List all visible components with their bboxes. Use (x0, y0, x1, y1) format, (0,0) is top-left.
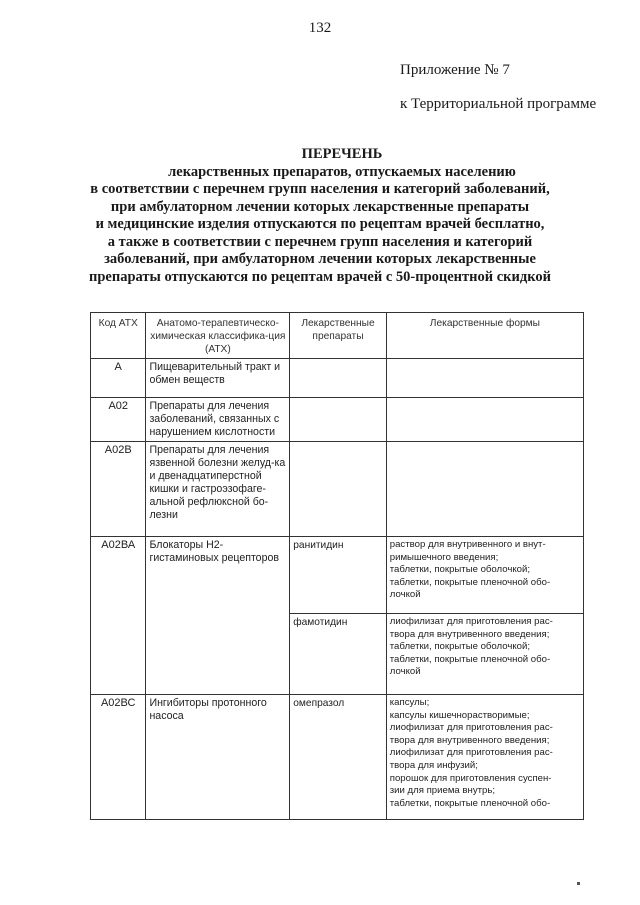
dosage-form-line: лиофилизат для приготовления рас- (389, 747, 553, 759)
dosage-form-line: таблетки, покрытые пленочной обо- (389, 797, 551, 809)
atc-code: А02ВА (91, 537, 146, 695)
dosage-form-line: порошок для приготовления суспен- (389, 772, 552, 784)
dosage-form-line: раствор для внутривенного и внут- (389, 539, 546, 550)
drug-name (290, 359, 387, 398)
atc-classification: Препараты для лечения заболеваний, связанных с нарушением кислотности (146, 398, 290, 442)
table-row (91, 442, 584, 537)
table-header-row (91, 313, 584, 359)
dosage-forms (386, 614, 583, 695)
dosage-form-line: таблетки, покрытые пленочной обо- (389, 653, 551, 665)
drug-list-table (90, 312, 584, 820)
drug-name (290, 398, 387, 442)
subtitle-line: при амбулаторном лечении которых лекарственные препараты (110, 198, 530, 215)
atc-code: А02ВС (91, 695, 146, 820)
atc-classification: Ингибиторы протонного насоса (146, 695, 290, 820)
dosage-forms (386, 398, 583, 442)
header-classification: Анатомо-терапевтическо-химическая классифика-ция (АТХ) (146, 313, 290, 359)
dosage-forms (386, 537, 583, 614)
drug-name: ранитидин (290, 537, 387, 614)
drug-name (290, 442, 387, 537)
dosage-forms (386, 695, 583, 820)
header-drugs: Лекарственные препараты (290, 313, 387, 359)
document-title: ПЕРЕЧЕНЬ (301, 146, 383, 162)
page-number: 132 (308, 20, 332, 36)
dosage-form-line: таблетки, покрытые оболочкой; (389, 564, 531, 576)
subtitle-line: препараты отпускаются по рецептам врачей с 50-процентной скидкой (89, 268, 551, 285)
dosage-form-line: лиофилизат для приготовления рас- (389, 616, 553, 627)
appendix-label: Приложение № 7 (400, 62, 510, 78)
dosage-form-line: лиофилизат для приготовления рас- (389, 722, 553, 734)
subtitle-line: лекарственных препаратов, отпускаемых населению (168, 163, 516, 180)
dosage-form-line: таблетки, покрытые пленочной обо- (389, 576, 551, 588)
subtitle-line: и медицинские изделия отпускаются по рецептам врачей бесплатно, (95, 216, 545, 232)
header-code: Код АТХ (91, 313, 146, 359)
dosage-form-line: твора для инфузий; (389, 759, 478, 771)
table-row (91, 695, 584, 820)
dosage-form-line: твора для внутривенного введения; (389, 734, 550, 746)
dosage-form-line: капсулы; (389, 697, 430, 708)
dosage-form-line: капсулы кишечнорастворимые; (389, 709, 530, 721)
atc-code: А (91, 359, 146, 398)
subtitle-line: в соответствии с перечнем групп населения и категорий заболеваний, (90, 181, 550, 197)
subtitle-line: заболеваний, при амбулаторном лечении которых лекарственные (104, 251, 536, 267)
atc-classification: Пищеварительный тракт и обмен веществ (146, 359, 290, 398)
table-row (91, 359, 584, 398)
dosage-form-line: таблетки, покрытые оболочкой; (389, 641, 531, 653)
drug-name: фамотидин (290, 614, 387, 695)
document-heading (0, 146, 640, 286)
atc-classification: Блокаторы Н2-гистаминовых рецепторов (146, 537, 290, 695)
atc-classification: Препараты для лечения язвенной болезни желуд-ка и двенадцатиперстной кишки и гастроэзофаге-альной рефлюксной бо-лезни (146, 442, 290, 537)
dosage-form-line: римышечного введения; (389, 551, 499, 563)
atc-code: А02В (91, 442, 146, 537)
drug-name: омепразол (290, 695, 387, 820)
atc-code: А02 (91, 398, 146, 442)
dosage-form-line: лочкой (389, 589, 421, 601)
dosage-forms (386, 442, 583, 537)
table-row (91, 398, 584, 442)
table-row (91, 537, 584, 614)
program-label: к Территориальной программе (400, 96, 597, 112)
dosage-form-line: лочкой (389, 666, 421, 678)
scan-speck (577, 882, 580, 885)
dosage-form-line: твора для внутривенного введения; (389, 628, 550, 640)
header-forms: Лекарственные формы (386, 313, 583, 359)
subtitle-line: а также в соответствии с перечнем групп населения и категорий (107, 233, 533, 250)
dosage-form-line: зии для приема внутрь; (389, 785, 496, 797)
dosage-forms (386, 359, 583, 398)
